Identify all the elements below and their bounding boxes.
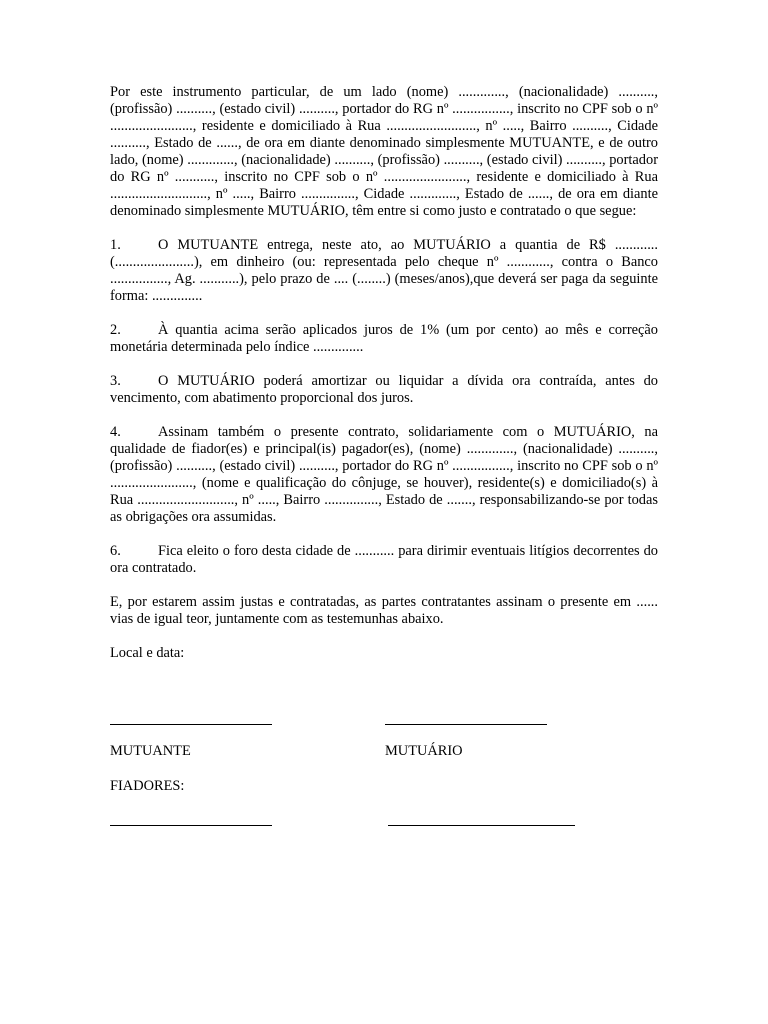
clause-number: 3. — [110, 373, 121, 389]
clause-text: À quantia acima serão aplicados juros de 1% (um por cento) ao mês e correção monetária determinada pelo índice .............. — [110, 322, 658, 355]
clause-2 — [110, 322, 658, 356]
signature-line-mutuario — [385, 724, 547, 725]
clause-number: 2. — [110, 322, 121, 338]
clause-number: 6. — [110, 543, 121, 559]
signature-line-mutuante — [110, 724, 272, 725]
clause-4 — [110, 424, 658, 526]
clause-text: Assinam também o presente contrato, solidariamente com o MUTUÁRIO, na qualidade de fiador(es) e principal(is) pagador(es), (nome) ............., (nacionalidade) .........., (profissão) .........., (estado civil) .........., portador do RG nº ................, inscrito no CPF sob o nº ......................., (nome e qualificação do cônjuge, se houver), residente(s) e domiciliado(s) à Rua ..........................., nº ....., Bairro ..............., Estado de ......., responsabilizando-se por todas as obrigações ora assumidas. — [110, 424, 658, 525]
mutuario-label: MUTUÁRIO — [385, 743, 463, 759]
clause-text: O MUTUÁRIO poderá amortizar ou liquidar a dívida ora contraída, antes do vencimento, com abatimento proporcional dos juros. — [110, 373, 658, 406]
local-data-label: Local e data: — [110, 645, 185, 661]
intro-paragraph: Por este instrumento particular, de um lado (nome) ............., (nacionalidade) .........., (profissão) .........., (estado civil) .........., portador do RG nº ................, inscrito no CPF sob o nº ......................., residente e domiciliado à Rua ........................., nº ....., Bairro .........., Cidade .........., Estado de ......, de ora em diante denominado simplesmente MUTUANTE, e de outro lado, (nome) ............., (nacionalidade) .........., (profissão) .........., (estado civil) .........., portador do RG nº ..........., inscrito no CPF sob o nº ......................., residente e domiciliado à Rua ..........................., nº ....., Bairro ..............., Cidade ............., Estado de ......, de ora em diante denominado simplesmente MUTUÁRIO, têm entre si como justo e contratado o que segue: — [110, 84, 658, 219]
fiadores-label: FIADORES: — [110, 778, 185, 794]
clause-text: O MUTUANTE entrega, neste ato, ao MUTUÁRIO a quantia de R$ ............ (......................), em dinheiro (ou: representada pelo cheque nº ............, contra o Banco ................, Ag. ...........), pelo prazo de .... (........) (meses/anos),que deverá ser paga da seguinte forma: .............. — [110, 237, 658, 304]
clause-number: 4. — [110, 424, 121, 440]
signature-line-fiador-1 — [110, 825, 272, 826]
contract-body — [110, 84, 658, 679]
clause-1 — [110, 237, 658, 305]
clause-text: Fica eleito o foro desta cidade de ........... para dirimir eventuais litígios decorrentes do ora contratado. — [110, 543, 658, 576]
mutuante-label: MUTUANTE — [110, 743, 191, 759]
clause-3 — [110, 373, 658, 407]
clause-6 — [110, 543, 658, 577]
clause-number: 1. — [110, 237, 121, 253]
signature-line-fiador-2 — [388, 825, 575, 826]
closing-paragraph: E, por estarem assim justas e contratadas, as partes contratantes assinam o presente em ...... vias de igual teor, juntamente com as testemunhas abaixo. — [110, 594, 658, 627]
